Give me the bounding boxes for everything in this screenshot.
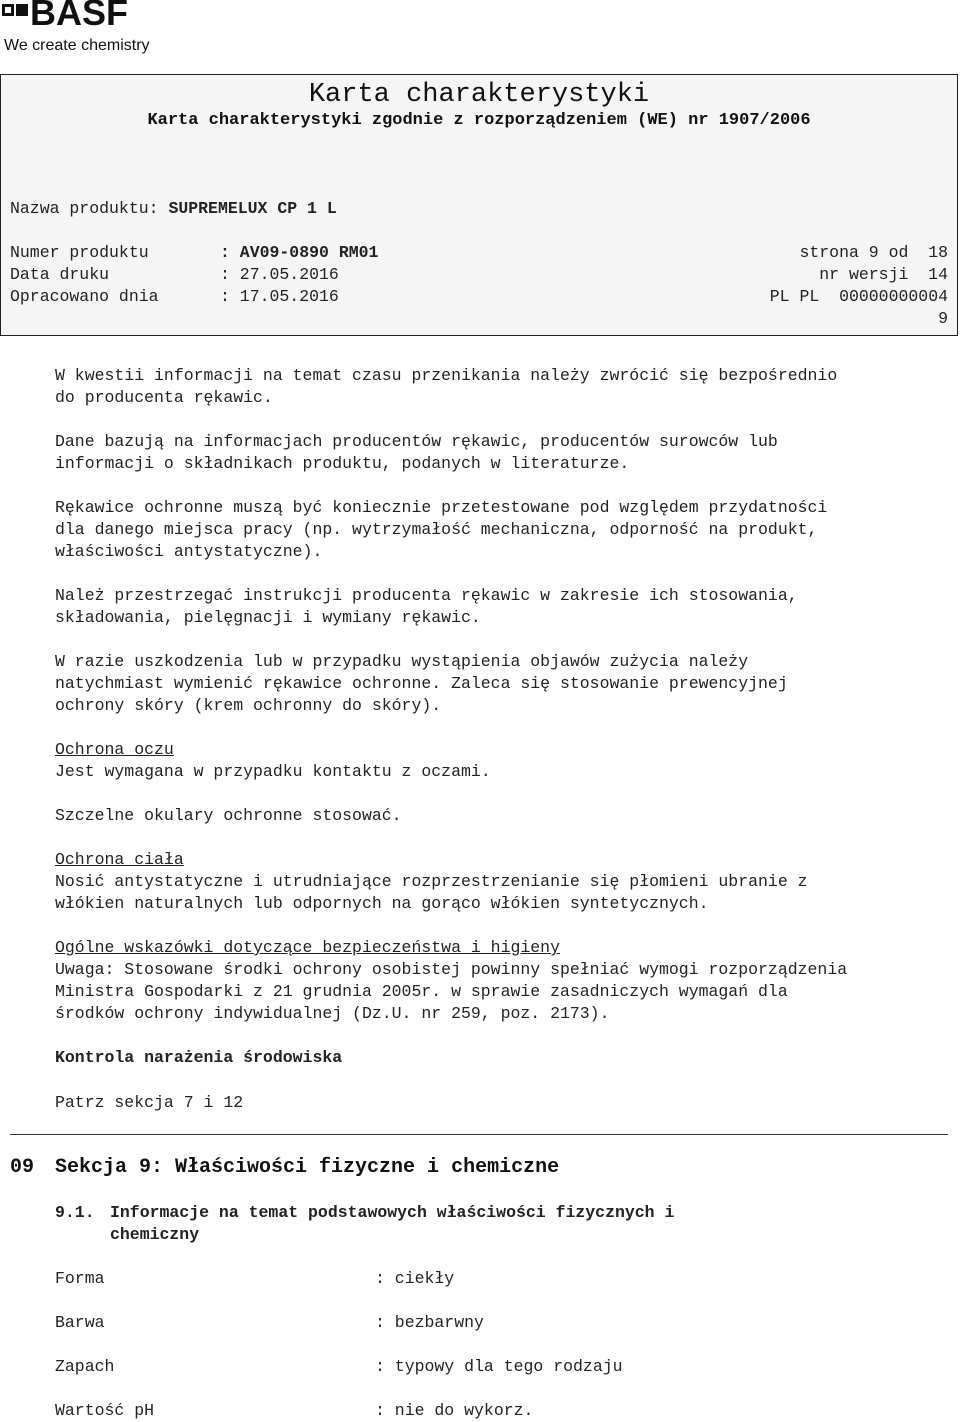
section-title: Sekcja 9: Właściwości fizyczne i chemiczne: [55, 1156, 560, 1179]
paragraph-line: włókien naturalnych lub odpornych na gorąco włókien syntetycznych.: [55, 894, 709, 913]
paragraph-line: Ministra Gospodarki z 21 grudnia 2005r. w sprawie zasadniczych wymagań dla: [55, 982, 788, 1001]
basf-logo: [0, 0, 170, 60]
product-name-row: [10, 199, 337, 218]
logo-tagline: We create chemistry: [4, 37, 150, 54]
page-info: strona 9 od 18: [799, 243, 948, 262]
document-id: PL PL 00000000004: [769, 287, 948, 306]
property-label: Barwa: [55, 1313, 105, 1332]
paragraph-line: natychmiast wymienić rękawice ochronne. Zaleca się stosowanie prewencyjnej: [55, 674, 788, 693]
hygiene-heading: Ogólne wskazówki dotyczące bezpieczeństwa i higieny: [55, 938, 560, 957]
print-date-label: Data druku: [10, 265, 110, 284]
paragraph-line: Nosić antystatyczne i utrudniające rozprzestrzenianie się płomieni ubranie z: [55, 872, 808, 891]
document-subtitle: Karta charakterystyki zgodnie z rozporządzeniem (WE) nr 1907/2006: [147, 111, 811, 130]
property-label: Forma: [55, 1269, 105, 1288]
paragraph-line: W kwestii informacji na temat czasu przenikania należy zwrócić się bezpośrednio: [55, 366, 838, 385]
version-info: nr wersji 14: [819, 265, 948, 284]
paragraph-line: właściwości antystatyczne).: [55, 542, 323, 561]
paragraph-line: Szczelne okulary ochronne stosować.: [55, 806, 402, 825]
property-label: Wartość pH: [55, 1401, 155, 1420]
product-name-value: SUPREMELUX CP 1 L: [168, 199, 337, 218]
paragraph-line: składowania, pielęgnacji i wymiany rękawic.: [55, 608, 481, 627]
paragraph-line: środków ochrony indywidualnej (Dz.U. nr 259, poz. 2173).: [55, 1004, 610, 1023]
paragraph-line: W razie uszkodzenia lub w przypadku wystąpienia objawów zużycia należy: [55, 652, 749, 671]
paragraph-line: Patrz sekcja 7 i 12: [55, 1093, 244, 1112]
product-name-label: Nazwa produktu:: [10, 199, 169, 218]
paragraph-line: dla danego miejsca pracy (np. wytrzymałość mechaniczna, odporność na produkt,: [55, 520, 818, 539]
property-value: : ciekły: [375, 1269, 455, 1288]
property-value: : nie do wykorz.: [375, 1401, 534, 1420]
prepared-label: Opracowano dnia: [10, 287, 159, 306]
property-value: : bezbarwny: [375, 1313, 484, 1332]
section-divider: [10, 1134, 948, 1135]
product-number-value: : AV09-0890 RM01: [220, 243, 379, 262]
paragraph-line: informacji o składnikach produktu, podanych w literaturze.: [55, 454, 630, 473]
section-number: 09: [10, 1156, 35, 1179]
paragraph-line: ochrony skóry (krem ochronny do skóry).: [55, 696, 442, 715]
environment-heading: Kontrola narażenia środowiska: [55, 1048, 343, 1067]
subsection-title-continued: chemiczny: [110, 1225, 200, 1244]
subsection-number: 9.1.: [55, 1203, 95, 1222]
property-label: Zapach: [55, 1357, 115, 1376]
paragraph-line: do producenta rękawic.: [55, 388, 273, 407]
eye-protection-heading: Ochrona oczu: [55, 740, 174, 759]
logo-wordmark: BASF: [30, 0, 128, 33]
body-protection-heading: Ochrona ciała: [55, 850, 184, 869]
prepared-value: : 17.05.2016: [220, 287, 339, 306]
property-value: : typowy dla tego rodzaju: [375, 1357, 623, 1376]
logo-square-outline: [2, 4, 14, 16]
subsection-title: Informacje na temat podstawowych właściwości fizycznych i: [110, 1203, 675, 1222]
paragraph-line: Należ przestrzegać instrukcji producenta rękawic w zakresie ich stosowania,: [55, 586, 798, 605]
paragraph-line: Uwaga: Stosowane środki ochrony osobistej powinny spełniać wymogi rozporządzenia: [55, 960, 848, 979]
paragraph-line: Dane bazują na informacjach producentów rękawic, producentów surowców lub: [55, 432, 778, 451]
document-id-continued: 9: [938, 309, 948, 328]
paragraph-line: Jest wymagana w przypadku kontaktu z oczami.: [55, 762, 491, 781]
print-date-value: : 27.05.2016: [220, 265, 339, 284]
logo-square-filled: [16, 4, 28, 16]
product-number-label: Numer produktu: [10, 243, 149, 262]
paragraph-line: Rękawice ochronne muszą być koniecznie przetestowane pod względem przydatności: [55, 498, 828, 517]
document-title: Karta charakterystyki: [308, 80, 650, 110]
